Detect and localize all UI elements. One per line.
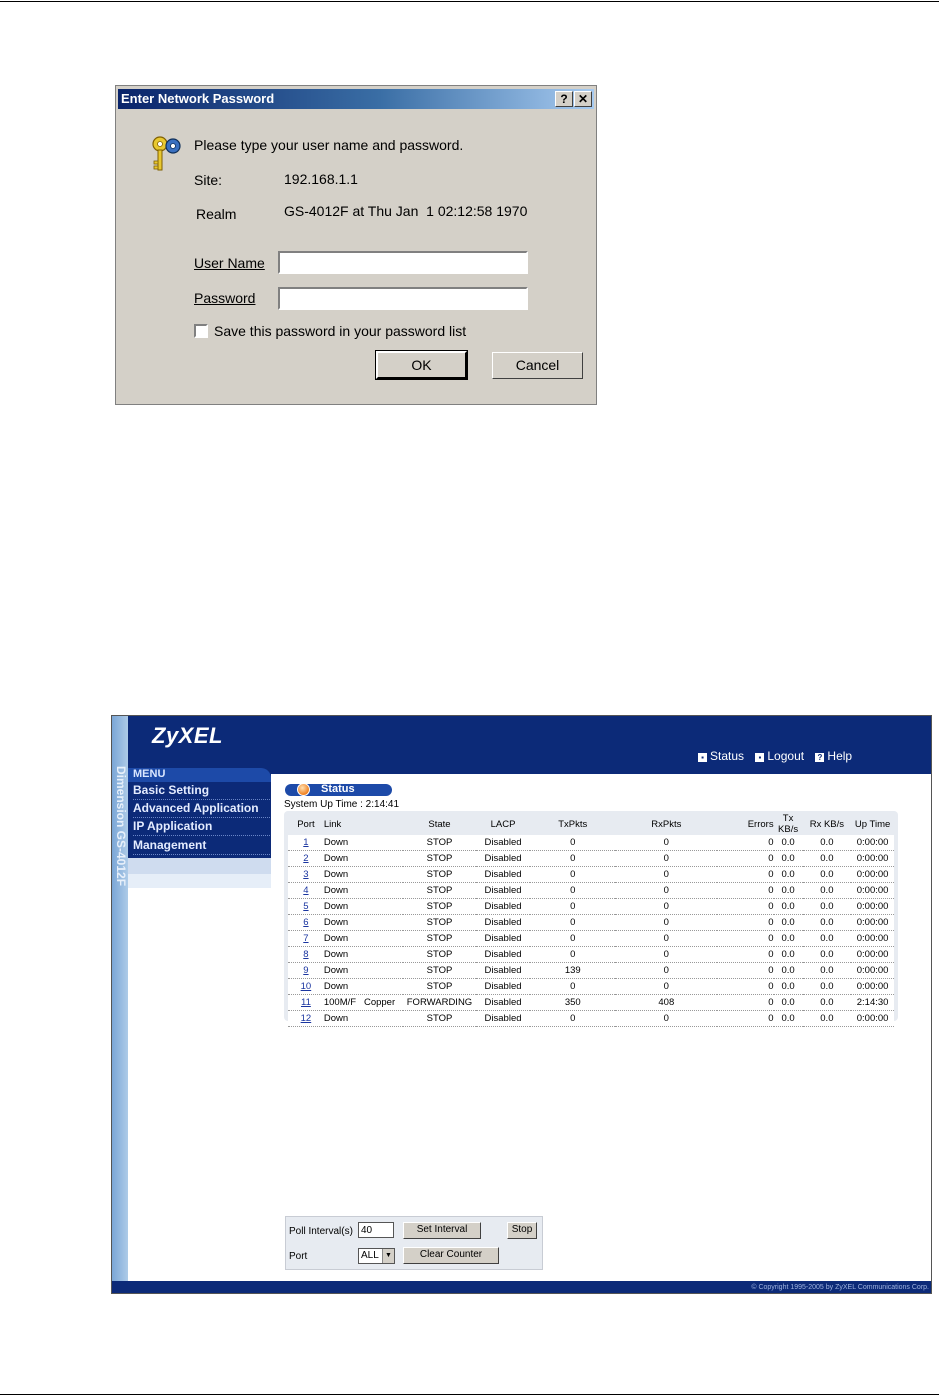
status-bullet-icon [297,783,310,796]
switch-web-ui [111,715,932,1294]
port-cell [288,963,324,979]
table-cell-rx-kb-s: 0.0 [803,1011,852,1027]
table-cell-up-time: 0:00:00 [851,883,894,899]
page-title: Status [321,783,355,795]
port-link[interactable]: 7 [303,933,309,944]
table-cell-link: Down [324,883,403,899]
port-cell [288,883,324,899]
table-cell-rxpkts: 0 [615,915,717,931]
port-link[interactable]: 9 [303,965,309,976]
table-cell-tx-kb-s: 0.0 [774,995,803,1011]
table-cell-lacp: Disabled [476,835,530,851]
table-row [288,995,894,1011]
table-cell-errors: 0 [717,995,773,1011]
site-value: 192.168.1.1 [284,171,358,187]
save-password-checkbox[interactable] [194,324,208,338]
table-cell-link: 100M/F Copper [324,995,403,1011]
table-row [288,931,894,947]
table-cell-state: STOP [403,979,476,995]
table-cell-txpkts: 0 [530,947,615,963]
poll-interval-label: Poll Interval(s) [289,1226,353,1237]
table-row [288,1011,894,1027]
table-row [288,883,894,899]
table-cell-txpkts: 0 [530,835,615,851]
menu-item-basic-setting[interactable]: Basic Setting [133,782,270,800]
password-input[interactable] [278,287,528,310]
table-cell-lacp: Disabled [476,899,530,915]
port-link[interactable]: 3 [303,869,309,880]
table-cell-rx-kb-s: 0.0 [803,995,852,1011]
table-cell-up-time: 0:00:00 [851,979,894,995]
table-cell-errors: 0 [717,963,773,979]
table-cell-lacp: Disabled [476,995,530,1011]
table-cell-errors: 0 [717,915,773,931]
table-cell-link: Down [324,1011,403,1027]
table-cell-rx-kb-s: 0.0 [803,915,852,931]
table-cell-link: Down [324,963,403,979]
table-cell-tx-kb-s: 0.0 [774,867,803,883]
footer-bar [112,1281,932,1294]
table-cell-rxpkts: 408 [615,995,717,1011]
port-link[interactable]: 1 [303,837,309,848]
table-cell-rxpkts: 0 [615,851,717,867]
table-cell-rxpkts: 0 [615,931,717,947]
table-cell-state: STOP [403,915,476,931]
table-cell-rxpkts: 0 [615,963,717,979]
table-cell-tx-kb-s: 0.0 [774,931,803,947]
table-cell-state: STOP [403,851,476,867]
zyxel-logo: ZyXEL [152,723,223,748]
dialog-prompt: Please type your user name and password. [194,137,464,153]
table-cell-rx-kb-s: 0.0 [803,931,852,947]
table-cell-txpkts: 0 [530,931,615,947]
cancel-button[interactable]: Cancel [492,352,583,379]
keys-icon [146,134,186,176]
port-status-rows [288,835,894,1027]
port-link[interactable]: 10 [300,981,312,992]
table-row [288,979,894,995]
menu-tab [128,768,271,782]
table-cell-state: STOP [403,835,476,851]
port-cell [288,931,324,947]
table-cell-link: Down [324,915,403,931]
table-cell-txpkts: 0 [530,979,615,995]
table-cell-up-time: 0:00:00 [851,915,894,931]
table-cell-lacp: Disabled [476,883,530,899]
table-cell-rxpkts: 0 [615,899,717,915]
table-cell-rxpkts: 0 [615,835,717,851]
table-row [288,835,894,851]
table-row [288,899,894,915]
table-cell-state: FORWARDING [403,995,476,1011]
port-link[interactable]: 12 [300,1013,312,1024]
clear-counter-button[interactable]: Clear Counter [403,1247,499,1264]
table-cell-rxpkts: 0 [615,1011,717,1027]
port-cell [288,947,324,963]
port-cell [288,1011,324,1027]
col-port: Port [297,818,315,830]
table-cell-tx-kb-s: 0.0 [774,883,803,899]
menu-footer-light [128,874,271,888]
table-row [288,963,894,979]
port-cell [288,995,324,1011]
port-link[interactable]: 5 [303,901,309,912]
table-cell-up-time: 0:00:00 [851,835,894,851]
col-rxpkts: RxPkts [651,818,682,830]
port-cell [288,899,324,915]
table-cell-errors: 0 [717,931,773,947]
logout-icon: ▪ [755,753,764,762]
table-cell-tx-kb-s: 0.0 [774,1011,803,1027]
table-cell-tx-kb-s: 0.0 [774,899,803,915]
menu-item-management[interactable]: Management [133,837,270,855]
port-link[interactable]: 11 [300,997,311,1008]
table-cell-errors: 0 [717,883,773,899]
control-panel [285,1216,543,1270]
table-cell-state: STOP [403,931,476,947]
table-cell-rx-kb-s: 0.0 [803,963,852,979]
table-cell-errors: 0 [717,835,773,851]
table-cell-tx-kb-s: 0.0 [774,835,803,851]
port-select[interactable] [358,1248,395,1264]
table-row [288,915,894,931]
status-icon: ▪ [698,753,707,762]
port-link[interactable]: 2 [303,853,309,864]
realm-label: Realm [196,206,237,222]
network-password-dialog [115,85,597,405]
username-label: User Name [194,255,265,271]
realm-value: GS-4012F at Thu Jan 1 02:12:58 1970 [284,203,528,219]
table-cell-lacp: Disabled [476,867,530,883]
col-link: Link [323,818,342,830]
table-cell-errors: 0 [717,867,773,883]
table-cell-rxpkts: 0 [615,979,717,995]
table-cell-rxpkts: 0 [615,947,717,963]
table-cell-txpkts: 0 [530,867,615,883]
port-link[interactable]: 8 [303,949,309,960]
table-cell-link: Down [324,947,403,963]
table-cell-txpkts: 0 [530,899,615,915]
table-header-row [288,813,894,835]
table-cell-state: STOP [403,867,476,883]
page-title-pill [285,784,392,796]
col-state: State [428,818,451,830]
table-cell-errors: 0 [717,979,773,995]
table-cell-up-time: 0:00:00 [851,963,894,979]
site-label: Site: [194,172,223,188]
table-cell-rx-kb-s: 0.0 [803,851,852,867]
table-cell-rx-kb-s: 0.0 [803,867,852,883]
table-cell-txpkts: 0 [530,851,615,867]
table-cell-lacp: Disabled [476,851,530,867]
menu-title: MENU [133,768,166,780]
port-cell [288,867,324,883]
port-cell [288,979,324,995]
table-cell-lacp: Disabled [476,979,530,995]
port-status-panel [284,811,898,1024]
menu-item-ip-application[interactable]: IP Application [133,818,270,836]
table-cell-rx-kb-s: 0.0 [803,835,852,851]
table-cell-up-time: 0:00:00 [851,1011,894,1027]
table-cell-link: Down [324,979,403,995]
col-rx-kbs: Rx KB/s [809,818,845,830]
col-lacp: LACP [490,818,516,830]
table-cell-up-time: 2:14:30 [851,995,894,1011]
status-link[interactable]: Status [710,749,745,763]
port-cell [288,851,324,867]
port-status-table [288,813,894,1027]
poll-interval-input[interactable] [358,1222,394,1238]
password-label: Password [194,290,256,306]
table-cell-txpkts: 0 [530,883,615,899]
table-cell-up-time: 0:00:00 [851,931,894,947]
help-link[interactable]: Help [827,749,853,763]
table-cell-tx-kb-s: 0.0 [774,851,803,867]
table-cell-link: Down [324,867,403,883]
help-button[interactable]: ? [555,91,573,107]
table-cell-txpkts: 0 [530,915,615,931]
help-icon: ? [815,753,824,762]
table-cell-up-time: 0:00:00 [851,851,894,867]
stop-button[interactable]: Stop [507,1222,537,1239]
table-cell-tx-kb-s: 0.0 [774,947,803,963]
table-cell-rx-kb-s: 0.0 [803,883,852,899]
port-select-value: ALL [361,1250,379,1261]
table-cell-rx-kb-s: 0.0 [803,979,852,995]
dialog-titlebar [118,89,594,109]
header-bar [128,716,932,774]
save-password-label: Save this password in your password list [214,323,467,339]
port-label: Port [289,1251,308,1262]
table-cell-up-time: 0:00:00 [851,947,894,963]
table-cell-up-time: 0:00:00 [851,867,894,883]
table-row [288,867,894,883]
table-cell-tx-kb-s: 0.0 [774,915,803,931]
table-cell-txpkts: 350 [530,995,615,1011]
menu-item-advanced-application[interactable]: Advanced Application [133,800,270,818]
side-brand-bar [112,716,128,1294]
copyright-text: © Copyright 1995-2005 by ZyXEL Communications Corp. [751,1284,929,1291]
table-cell-link: Down [324,931,403,947]
chevron-down-icon: ▼ [382,1249,394,1263]
table-cell-errors: 0 [717,851,773,867]
table-cell-rx-kb-s: 0.0 [803,899,852,915]
bottom-rule [0,1394,939,1395]
set-interval-button[interactable]: Set Interval [403,1222,481,1239]
table-cell-state: STOP [403,963,476,979]
top-links [698,749,860,763]
table-cell-up-time: 0:00:00 [851,899,894,915]
table-cell-link: Down [324,835,403,851]
port-cell [288,835,324,851]
username-input[interactable] [278,251,528,274]
table-cell-txpkts: 139 [530,963,615,979]
table-cell-rxpkts: 0 [615,867,717,883]
table-cell-rxpkts: 0 [615,883,717,899]
table-cell-link: Down [324,851,403,867]
table-row [288,851,894,867]
side-brand-text: Dimension GS-4012F [114,766,128,887]
table-row [288,947,894,963]
table-cell-rx-kb-s: 0.0 [803,947,852,963]
table-cell-txpkts: 0 [530,1011,615,1027]
close-button[interactable]: ✕ [574,91,592,107]
table-cell-lacp: Disabled [476,931,530,947]
table-cell-tx-kb-s: 0.0 [774,979,803,995]
table-cell-tx-kb-s: 0.0 [774,963,803,979]
table-cell-lacp: Disabled [476,1011,530,1027]
top-rule [0,1,939,2]
dialog-title: Enter Network Password [121,91,275,106]
table-cell-lacp: Disabled [476,963,530,979]
port-cell [288,915,324,931]
col-txpkts: TxPkts [558,818,588,830]
system-uptime: System Up Time : 2:14:41 [284,799,400,810]
ok-button[interactable]: OK [376,351,467,379]
table-cell-lacp: Disabled [476,915,530,931]
col-tx-kbs: Tx KB/s [778,813,799,835]
port-link[interactable]: 6 [303,917,309,928]
table-cell-link: Down [324,899,403,915]
table-cell-errors: 0 [717,899,773,915]
port-link[interactable]: 4 [303,885,309,896]
logout-link[interactable]: Logout [767,749,805,763]
table-cell-state: STOP [403,883,476,899]
table-cell-state: STOP [403,899,476,915]
table-cell-errors: 0 [717,1011,773,1027]
col-errors: Errors [747,818,774,830]
table-cell-state: STOP [403,947,476,963]
col-up-time: Up Time [854,818,891,830]
table-cell-lacp: Disabled [476,947,530,963]
table-cell-state: STOP [403,1011,476,1027]
table-cell-errors: 0 [717,947,773,963]
